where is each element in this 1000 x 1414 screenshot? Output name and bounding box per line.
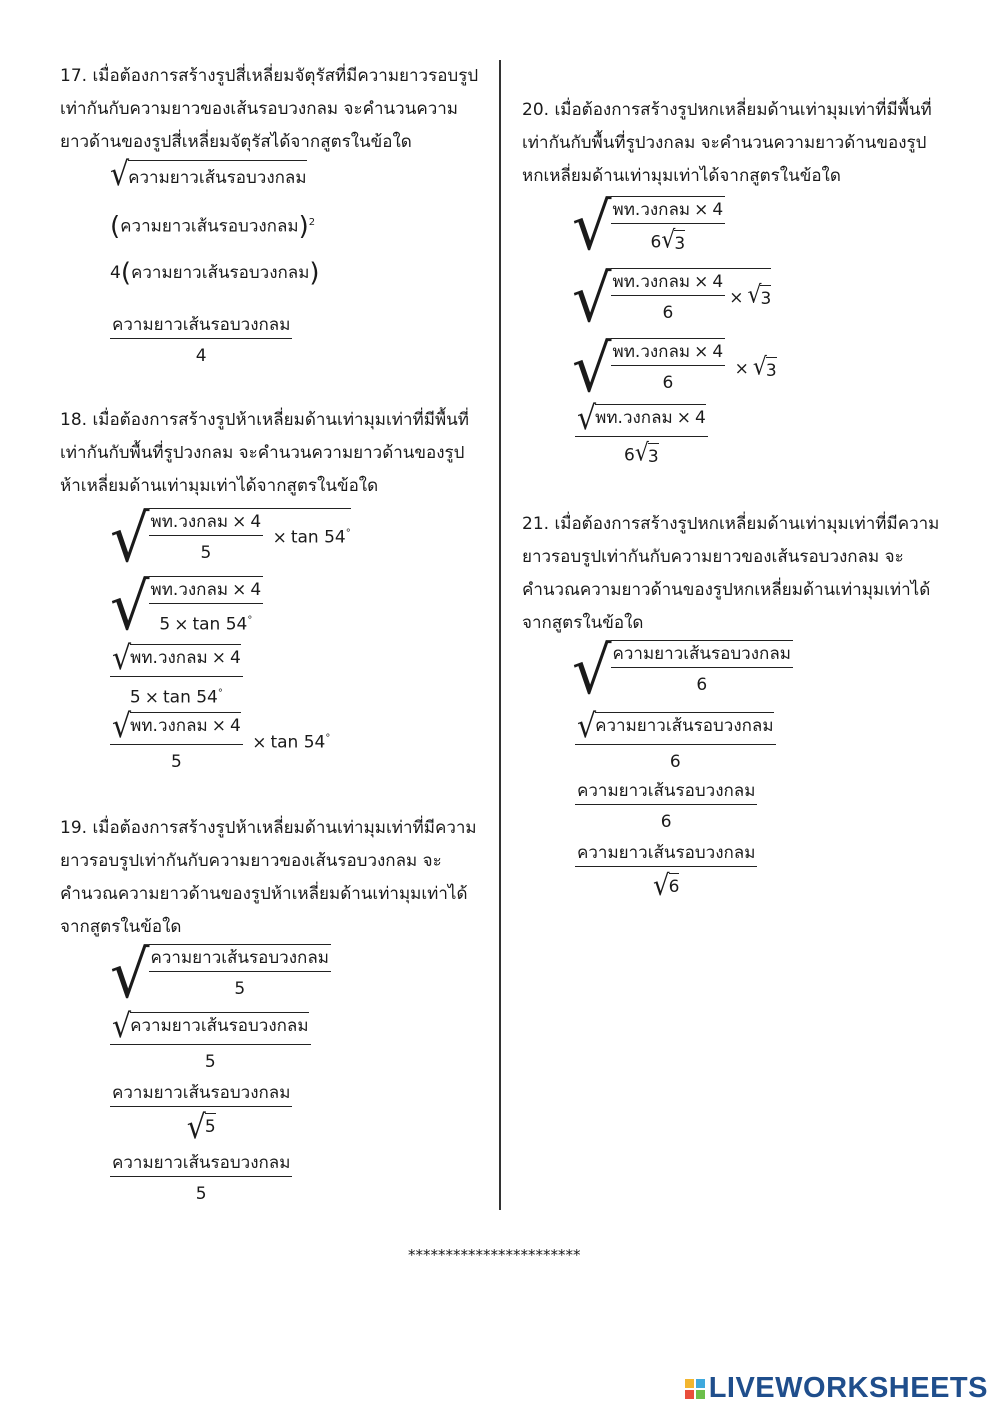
q20-option-d[interactable]: √ พท.วงกลม × 4 6 √ 3 xyxy=(577,399,706,468)
q17-option-a[interactable] xyxy=(110,155,307,194)
question-17 xyxy=(60,60,490,159)
logo-icon xyxy=(685,1379,705,1399)
q19-option-c[interactable]: ความยาวเส้นรอบวงกลม √ 5 xyxy=(112,1083,291,1147)
question-19-line: ยาวรอบรูปเท่ากันกับความยาวของเส้นรอบวงกลม จะ xyxy=(60,851,442,871)
question-21-line: ยาวรอบรูปเท่ากันกับความยาวของเส้นรอบวงกลม จะ xyxy=(522,547,904,567)
q21-option-d[interactable]: ความยาวเส้นรอบวงกลม √ 6 xyxy=(577,843,756,903)
q18-option-a[interactable]: √ $\frac{\text{พท.วงกลม × 4}}{5}$ × tan 54° xyxy=(110,500,351,577)
question-18-line: ห้าเหลี่ยมด้านเท่ามุมเท่าได้จากสูตรในข้อใด xyxy=(60,476,379,496)
q19-option-a[interactable]: √ $\frac{\text{ความยาวเส้นรอบวงกลม}}{5}$ xyxy=(110,936,329,1013)
q19-option-d[interactable]: $\frac{\text{ความยาวเส้นรอบวงกลม}}{5}$ xyxy=(112,1153,291,1204)
q18-option-d[interactable]: √ พท.วงกลม × 4 5 × tan 54° xyxy=(112,707,331,772)
question-18-line: เท่ากันกับพื้นที่รูปวงกลม จะคำนวนความยาวด้านของรูป xyxy=(60,443,465,463)
q20-option-c[interactable]: √ $\frac{\text{พท.วงกลม × 4}}{6}$ × √ 3 xyxy=(572,330,777,407)
question-17-line: 17. เมื่อต้องการสร้างรูปสี่เหลี่ยมจัตุรัสที่มีความยาวรอบรูป xyxy=(60,66,479,86)
question-18-line: 18. เมื่อต้องการสร้างรูปห้าเหลี่ยมด้านเท่ามุมเท่าที่มีพื้นที่ xyxy=(60,410,470,430)
question-20-line: หกเหลี่ยมด้านเท่ามุมเท่าได้จากสูตรในข้อใด xyxy=(522,166,841,186)
question-20-line: 20. เมื่อต้องการสร้างรูปหกเหลี่ยมด้านเท่ามุมเท่าที่มีพื้นที่ xyxy=(522,100,932,120)
q18-option-b[interactable]: √ $\frac{\text{พท.วงกลม × 4}}{5 \times \tan 54^\circ}$ xyxy=(110,568,262,645)
q21-option-a[interactable]: √ $\frac{\text{ความยาวเส้นรอบวงกลม}}{6}$ xyxy=(572,632,791,709)
logo-text: LIVEWORKSHEETS xyxy=(708,1372,988,1404)
question-19-line: คำนวณความยาวด้านของรูปห้าเหลี่ยมด้านเท่ามุมเท่าได้ xyxy=(60,884,468,904)
q21-option-b[interactable]: √ ความยาวเส้นรอบวงกลม 6 xyxy=(577,707,774,772)
sqrt-symbol: √ ความยาวเส้นรอบวงกลม xyxy=(110,155,307,194)
column-divider xyxy=(499,60,501,1210)
question-18 xyxy=(60,404,490,503)
question-19-line: 19. เมื่อต้องการสร้างรูปห้าเหลี่ยมด้านเท่ามุมเท่าที่มีความ xyxy=(60,818,477,838)
question-19-line: จากสูตรในข้อใด xyxy=(60,917,182,937)
question-21-line: จากสูตรในข้อใด xyxy=(522,613,644,633)
liveworksheets-logo xyxy=(685,1372,988,1405)
question-19 xyxy=(60,812,490,944)
q18-option-c[interactable]: √ พท.วงกลม × 4 5 × tan 54° xyxy=(112,639,241,708)
question-17-line: เท่ากันกับความยาวของเส้นรอบวงกลม จะคำนวนความ xyxy=(60,99,458,119)
question-21-line: 21. เมื่อต้องการสร้างรูปหกเหลี่ยมด้านเท่ามุมเท่าที่มีความ xyxy=(522,514,940,534)
question-20-line: เท่ากันกับพื้นที่รูปวงกลม จะคำนวนความยาวด้านของรูป xyxy=(522,133,927,153)
q20-option-b[interactable]: √ $\frac{\text{พท.วงกลม × 4}}{6}$ × √ 3 xyxy=(572,260,772,337)
question-17-line: ยาวด้านของรูปสี่เหลี่ยมจัตุรัสได้จากสูตรในข้อใด xyxy=(60,132,412,152)
end-separator: *********************** xyxy=(408,1246,581,1264)
q17-option-b[interactable]: (ความยาวเส้นรอบวงกลม)$^2$ xyxy=(110,211,316,242)
question-21 xyxy=(522,508,962,640)
question-21-line: คำนวณความยาวด้านของรูปหกเหลี่ยมด้านเท่ามุมเท่าได้ xyxy=(522,580,931,600)
q17-option-c[interactable]: 4(ความยาวเส้นรอบวงกลม) xyxy=(110,258,320,288)
q19-option-b[interactable]: √ ความยาวเส้นรอบวงกลม 5 xyxy=(112,1007,309,1072)
q20-option-a[interactable]: √ พท.วงกลม × 4 6 √ 3 xyxy=(572,188,724,265)
q17-option-d[interactable]: $\frac{\text{ความยาวเส้นรอบวงกลม}}{4}$ xyxy=(112,315,291,366)
q21-option-c[interactable]: $\frac{\text{ความยาวเส้นรอบวงกลม}}{6}$ xyxy=(577,781,756,832)
question-20 xyxy=(522,94,962,193)
